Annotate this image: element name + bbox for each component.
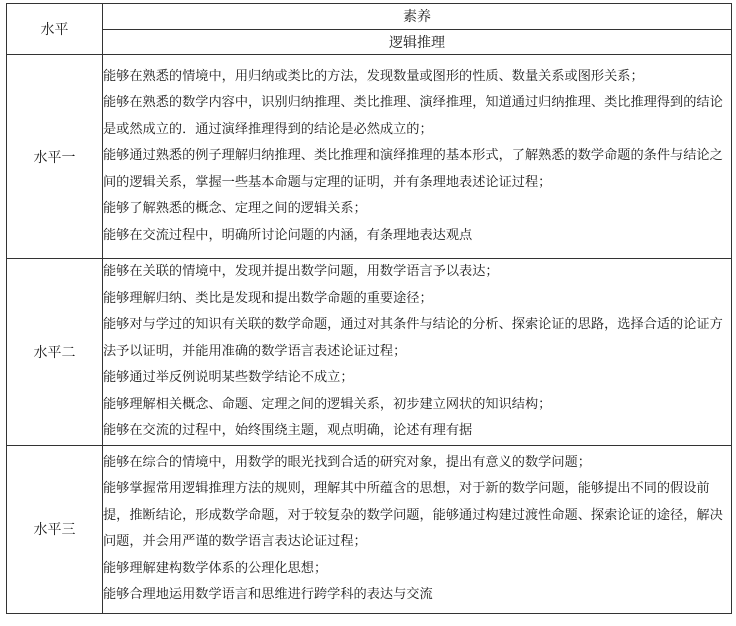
list-item: 能够理解建构数学体系的公理化思想； [103,560,328,576]
level-content-cell [103,445,732,613]
header-subcategory-cell: 逻辑推理 [103,29,732,55]
table-row-level-3 [7,445,732,613]
header-level-cell: 水平 [7,4,103,55]
list-item: 能够掌握常用逻辑推理方法的规则，理解其中所蕴含的思想，对于新的数学问题，能够提出不同的假设前提，推断结论，形成数学命题，对于较复杂的数学问题，能够通过构建过渡性命题、探索论证的途径，解决问题，并会用严谨的数学语言表达论证过程； [103,481,723,549]
level-content-cell [103,259,732,446]
header-category-cell: 素养 [103,4,732,30]
list-item: 能够了解熟悉的概念、定理之间的逻辑关系； [103,201,367,217]
list-item: 能够在综合的情境中，用数学的眼光找到合适的研究对象，提出有意义的数学问题； [103,454,591,470]
list-item: 能够通过举反例说明某些数学结论不成立； [103,370,354,385]
level-name-cell: 水平二 [7,259,103,446]
table-row-level-1 [7,55,732,259]
list-item: 能够在交流过程中，明确所讨论问题的内涵，有条理地表达观点 [103,227,473,243]
list-item: 能够在熟悉的数学内容中，识别归纳推理、类比推理、演绎推理，知道通过归纳推理、类比推理得到的结论是或然成立的．通过演绎推理得到的结论是必然成立的； [103,95,723,137]
list-item: 能够在熟悉的情境中，用归纳或类比的方法，发现数量或图形的性质、数量关系或图形关系； [103,68,644,84]
level-name-cell: 水平三 [7,445,103,613]
list-item: 能够通过熟悉的例子理解归纳推理、类比推理和演绎推理的基本形式，了解熟悉的数学命题的条件与结论之间的逻辑关系，掌握一些基本命题与定理的证明，并有条理地表述论证过程； [103,148,723,190]
list-item: 能够对与学过的知识有关联的数学命题，通过对其条件与结论的分析、探索论证的思路，选择合适的论证方法予以证明，并能用准确的数学语言表述论证过程； [103,317,723,359]
list-item: 能够理解归纳、类比是发现和提出数学命题的重要途径； [103,290,433,306]
literacy-level-table [6,3,732,614]
level-name-cell: 水平一 [7,55,103,259]
list-item: 能够合理地运用数学语言和思维进行跨学科的表达与交流 [103,587,433,602]
table-row-level-2 [7,259,732,446]
list-item: 能够在交流的过程中，始终围绕主题，观点明确，论述有理有据 [103,423,473,438]
list-item: 能够在关联的情境中，发现并提出数学问题，用数学语言予以表达； [103,264,499,279]
level-content-cell [103,55,732,259]
list-item: 能够理解相关概念、命题、定理之间的逻辑关系，初步建立网状的知识结构； [103,396,552,412]
